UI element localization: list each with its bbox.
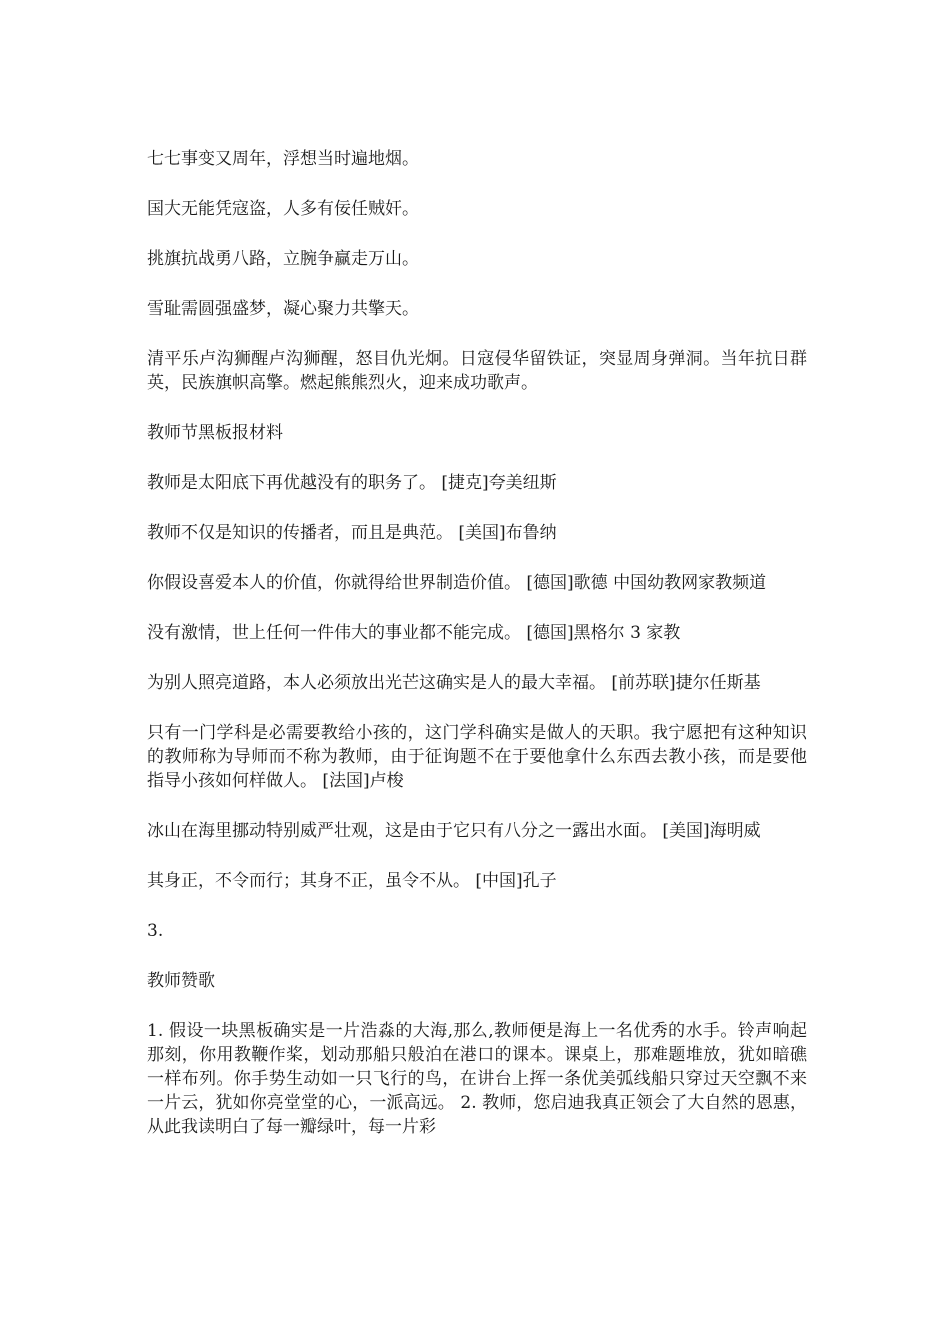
section-heading-teacher-ode: 教师赞歌	[147, 971, 215, 991]
poem-line-2: 国大无能凭寇盗，人多有佞任贼奸。	[147, 199, 419, 219]
section-heading-blackboard: 教师节黑板报材料	[147, 423, 283, 443]
quote-goethe: 你假设喜爱本人的价值，你就得给世界制造价值。 [德国]歌德 中国幼教网家教频道	[147, 573, 767, 593]
poem-line-1: 七七事变又周年，浮想当时遍地烟。	[147, 149, 419, 169]
quote-bruner: 教师不仅是知识的传播者，而且是典范。 [美国]布鲁纳	[147, 523, 557, 543]
document-page	[147, 147, 807, 1139]
poem-line-3: 挑旗抗战勇八路，立腕争赢走万山。	[147, 249, 419, 269]
quote-hegel: 没有激情，世上任何一件伟大的事业都不能完成。 [德国]黑格尔 3 家教	[147, 623, 681, 643]
quote-dzerzhinsky: 为别人照亮道路，本人必须放出光芒这确实是人的最大幸福。 [前苏联]捷尔任斯基	[147, 673, 761, 693]
section-number: 3.	[147, 921, 164, 941]
poem-line-4: 雪耻需圆强盛梦，凝心聚力共擎天。	[147, 299, 419, 319]
quote-hemingway: 冰山在海里挪动特别威严壮观，这是由于它只有八分之一露出水面。 [美国]海明威	[147, 821, 761, 841]
quote-rousseau: 只有一门学科是必需要教给小孩的，这门学科确实是做人的天职。我宁愿把有这种知识的教师称为导师而不称为教师，由于征询题不在于要他拿什么东西去教小孩，而是要他指导小孩如何样做人。 [法国]卢梭	[147, 723, 807, 791]
teacher-ode-paragraph: 1. 假设一块黑板确实是一片浩淼的大海,那么,教师便是海上一名优秀的水手。铃声响起那刻，你用教鞭作桨，划动那船只般泊在港口的课本。课桌上，那难题堆放，犹如暗礁一样布列。你手势生动如一只飞行的鸟，在讲台上挥一条优美弧线船只穿过天空飘不来一片云，犹如你亮堂堂的心，一派高远。 2. 教师，您启迪我真正领会了大自然的恩惠，从此我读明白了每一瓣绿叶，每一片彩	[147, 1021, 807, 1137]
quote-comenius: 教师是太阳底下再优越没有的职务了。 [捷克]夸美纽斯	[147, 473, 557, 493]
quote-confucius: 其身正，不令而行；其身不正，虽令不从。 [中国]孔子	[147, 871, 557, 891]
ci-poem-paragraph: 清平乐卢沟狮醒卢沟狮醒，怒目仇光炯。日寇侵华留铁证，突显周身弹洞。当年抗日群英，民族旗帜高擎。燃起熊熊烈火，迎来成功歌声。	[147, 349, 807, 393]
